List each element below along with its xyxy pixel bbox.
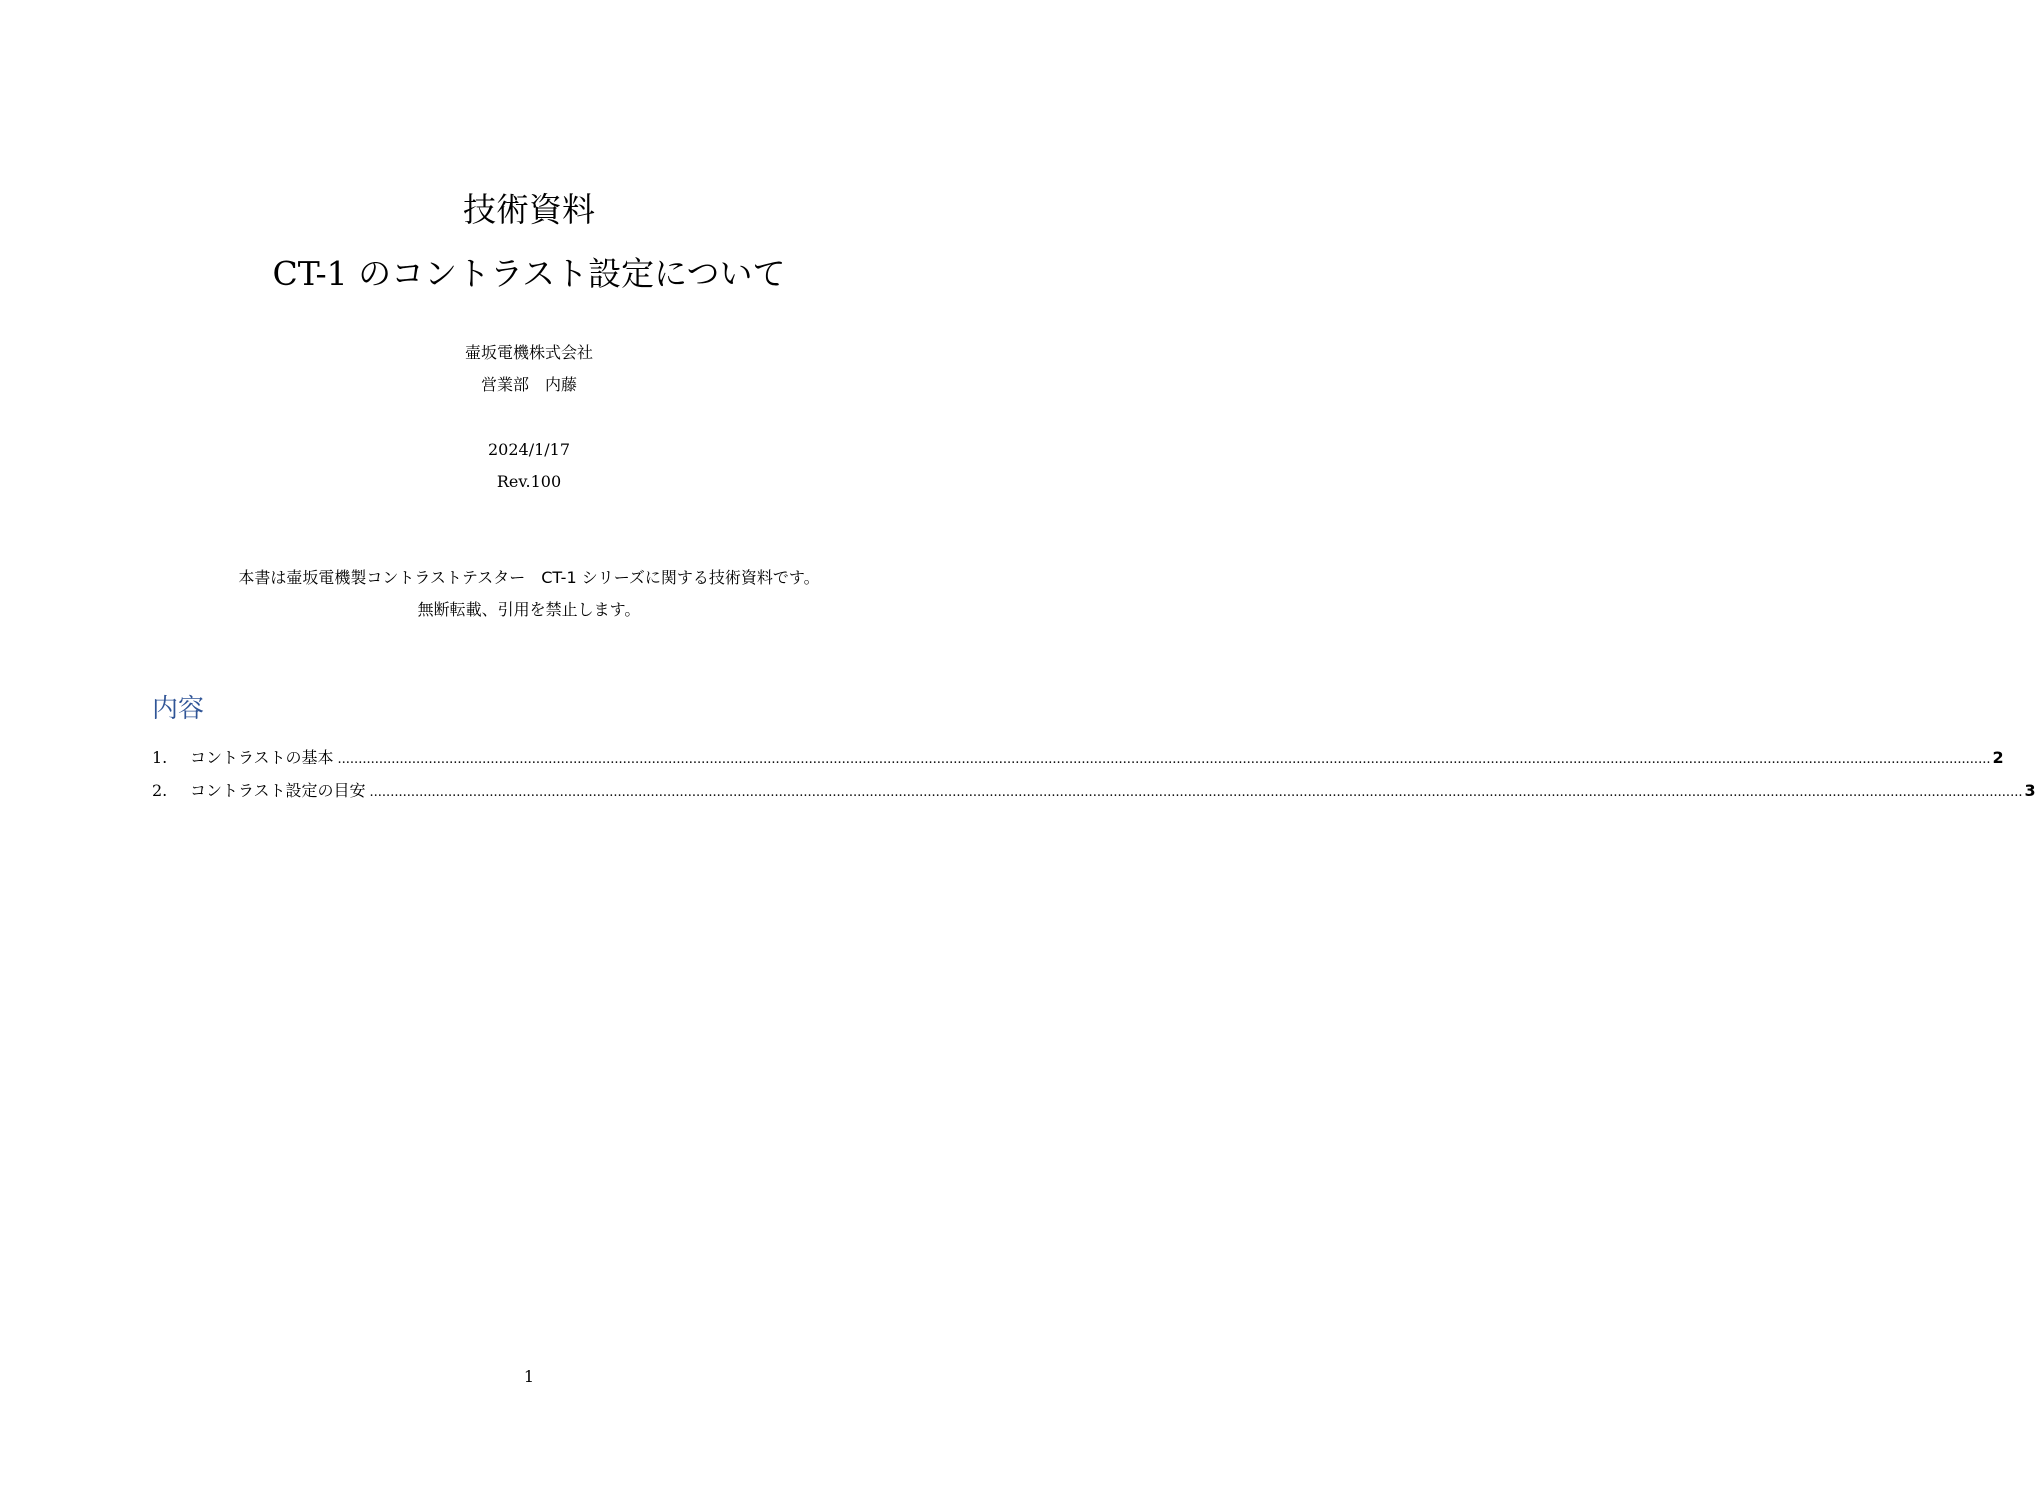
toc-entry-title: コントラスト設定の目安 [190, 781, 366, 800]
notice-line-1: 本書は壷坂電機製コントラストテスター CT-1 シリーズに関する技術資料です。 [238, 568, 820, 587]
toc-entry[interactable] [152, 779, 2036, 803]
notice-line-2: 無断転載、引用を禁止します。 [417, 600, 641, 619]
toc-dot-leader: ................................................................................................................................................................................................................................................................................................................................................................................................................ [337, 752, 1991, 767]
page-number: 1 [523, 1367, 535, 1386]
toc-entry-page: 3 [2024, 781, 2036, 800]
document-title: 技術資料 [463, 190, 595, 229]
document-subtitle: CT-1 のコントラスト設定について [272, 254, 786, 293]
toc-entry[interactable] [152, 746, 2004, 770]
document-revision: Rev.100 [496, 472, 562, 491]
company-name: 壷坂電機株式会社 [464, 343, 593, 362]
toc-entry-number: 1. [152, 748, 168, 767]
document-date: 2024/1/17 [487, 440, 571, 459]
toc-entry-page: 2 [1992, 748, 2004, 767]
toc-heading: 内容 [152, 694, 205, 724]
toc-entry-number: 2. [152, 781, 168, 800]
toc-entry-title: コントラストの基本 [190, 748, 334, 767]
department-author: 営業部 内藤 [480, 375, 577, 394]
toc-dot-leader: ................................................................................................................................................................................................................................................................................................................................................................................................................ [369, 785, 2023, 800]
